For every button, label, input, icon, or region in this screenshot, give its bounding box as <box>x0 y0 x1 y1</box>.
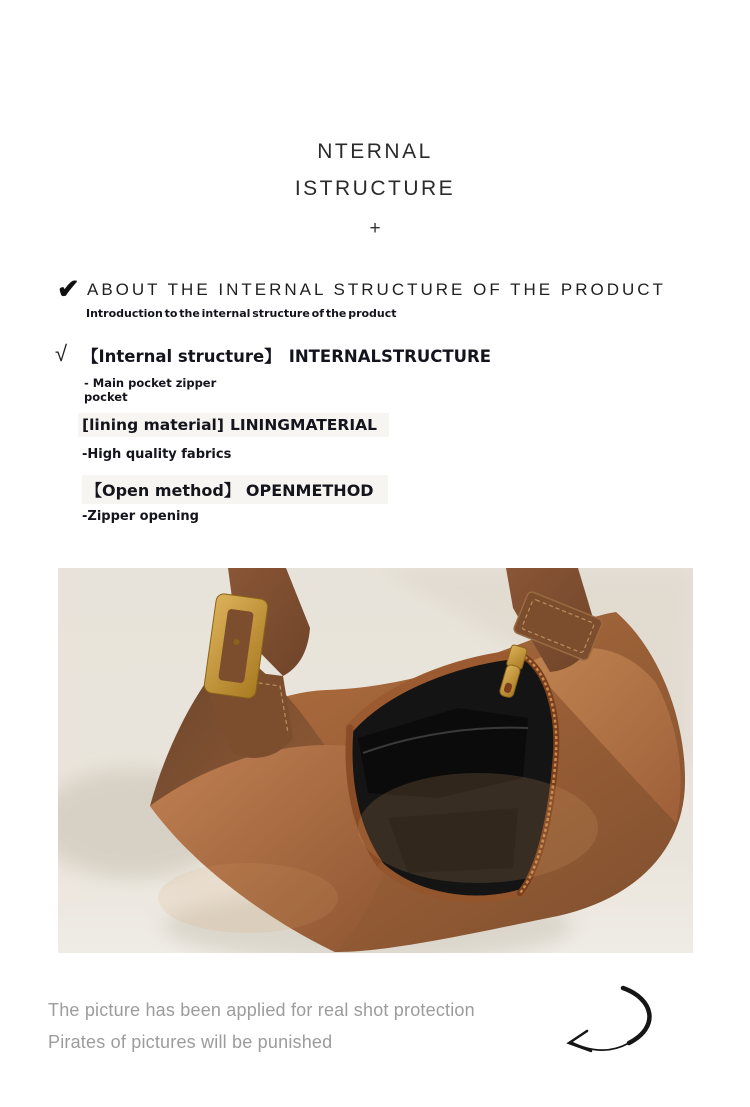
leather-highlight <box>358 773 598 883</box>
check-thin-icon: √ <box>55 341 68 366</box>
note-line2: pocket <box>84 390 128 404</box>
product-photo-bag-interior <box>58 568 693 953</box>
page-title-line1: NTERNAL <box>317 140 433 163</box>
swirl-arrow-icon <box>553 985 673 1070</box>
spec-lining-label: [lining material] <box>82 416 224 434</box>
spec-open-method-label: 【Open method】 <box>86 481 240 500</box>
spec-lining-material <box>78 413 389 437</box>
spec-internal-structure <box>82 343 491 367</box>
spec-lining-value: LININGMATERIAL <box>229 416 377 434</box>
footer-watermark-line1: The picture has been applied for real shot protection <box>48 1000 475 1020</box>
spec-internal-structure-note <box>84 376 216 404</box>
note-line1: - Main pocket zipper <box>84 376 217 390</box>
spec-open-method <box>82 475 388 504</box>
spec-lining-note: -High quality fabrics <box>82 447 232 462</box>
leather-highlight-2 <box>158 863 338 933</box>
spec-internal-structure-value: INTERNALSTRUCTURE <box>288 347 491 366</box>
spec-open-method-note: -Zipper opening <box>82 509 199 524</box>
about-heading: ABOUT THE INTERNAL STRUCTURE OF THE PRODUCT <box>87 280 666 299</box>
check-bold-icon: ✔ <box>57 274 80 304</box>
footer-watermark-line2: Pirates of pictures will be punished <box>48 1032 333 1052</box>
spec-internal-structure-label: 【Internal structure】 <box>82 347 281 366</box>
about-subheading: Introduction to the internal structure of the product <box>86 307 397 320</box>
spec-open-method-value: OPENMETHOD <box>245 481 374 500</box>
page-title-line2: ISTRUCTURE <box>294 177 456 200</box>
plus-mark: + <box>369 218 381 239</box>
